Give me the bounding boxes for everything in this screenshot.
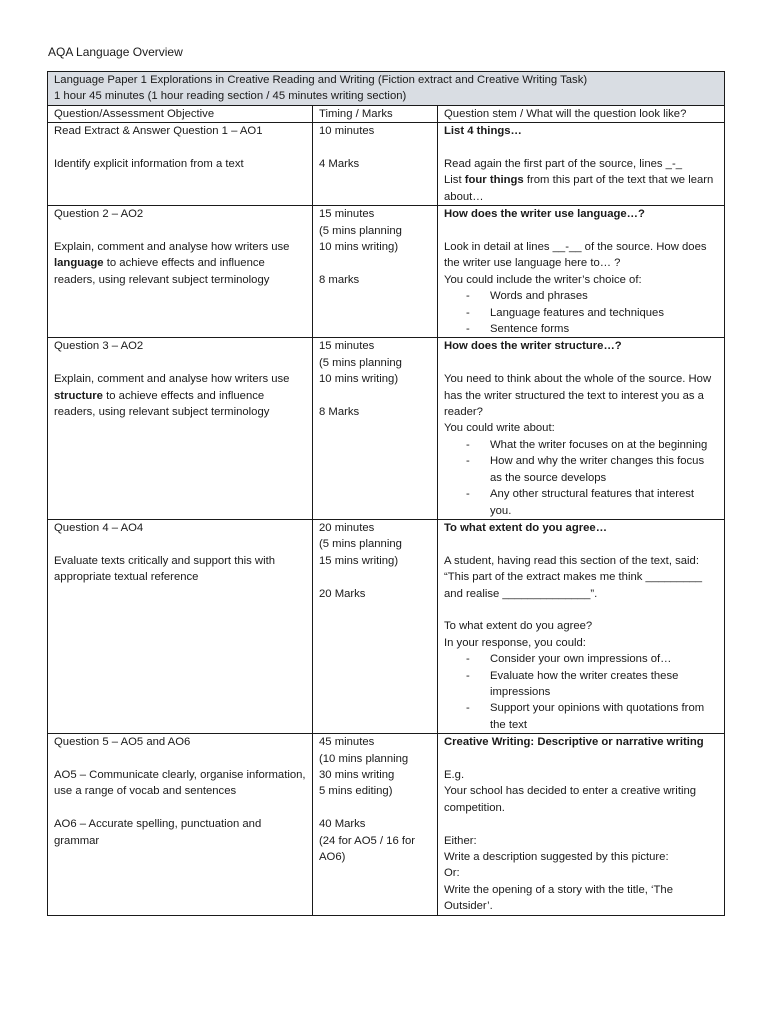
list-item: - Support your opinions with quotations from the text xyxy=(466,700,718,733)
document-title: AQA Language Overview xyxy=(48,45,183,59)
paper-title: Language Paper 1 Explorations in Creative Reading and Writing (Fiction extract and Creative Writing Task) xyxy=(54,74,588,86)
q5-writing: 30 mins writing xyxy=(319,768,395,781)
list-item: - Language features and techniques xyxy=(466,305,718,321)
q3-description: Explain, comment and analyse how writers use structure to achieve effects and influence readers, using relevant subject terminology xyxy=(54,373,290,419)
q3-stem-title: How does the writer structure…? xyxy=(444,340,622,353)
list-item: - Any other structural features that interest you. xyxy=(466,486,718,519)
question-3-row xyxy=(48,338,725,519)
q3-stem-text-b: You could write about: xyxy=(444,422,555,435)
q4-marks: 20 Marks xyxy=(319,587,366,600)
question-5-row xyxy=(48,734,725,915)
list-item: - Sentence forms xyxy=(466,321,718,337)
paper-banner xyxy=(48,72,725,106)
q3-stem xyxy=(438,338,725,519)
q3-bullet-list xyxy=(444,437,718,519)
q2-stem-text-a: Look in detail at lines __-__ of the source. How does the writer use language here to… ? xyxy=(444,241,707,270)
q1-marks: 4 Marks xyxy=(319,158,360,171)
q4-stem-text-c: In your response, you could: xyxy=(444,636,586,649)
q4-stem-text-b: To what extent do you agree? xyxy=(444,620,593,633)
q1-stem-text-b: List four things from this part of the text that we learn about… xyxy=(444,174,714,203)
q2-bullet-list xyxy=(444,288,718,337)
q5-either: Either: xyxy=(444,834,477,847)
q2-stem-title: How does the writer use language…? xyxy=(444,208,645,221)
header-stem: Question stem / What will the question look like? xyxy=(438,105,725,122)
q2-time: 15 minutes xyxy=(319,208,375,221)
list-item: - Evaluate how the writer creates these impressions xyxy=(466,668,718,701)
q4-objective xyxy=(48,519,313,733)
list-item: - What the writer focuses on at the beginning xyxy=(466,437,718,453)
q2-heading: Question 2 – AO2 xyxy=(54,208,144,221)
q2-objective xyxy=(48,206,313,338)
q3-writing: 10 mins writing) xyxy=(319,373,399,386)
q2-stem xyxy=(438,206,725,338)
q3-marks: 8 Marks xyxy=(319,406,360,419)
q5-marks-split: (24 for AO5 / 16 for AO6) xyxy=(319,834,416,863)
q5-option-1: Write a description suggested by this picture: xyxy=(444,850,669,863)
q5-eg: E.g. xyxy=(444,768,465,781)
q4-stem xyxy=(438,519,725,733)
q2-timing xyxy=(313,206,438,338)
q4-timing xyxy=(313,519,438,733)
q2-marks: 8 marks xyxy=(319,273,360,286)
q5-marks: 40 Marks xyxy=(319,818,366,831)
q5-time: 45 minutes xyxy=(319,736,375,749)
paper-duration: 1 hour 45 minutes (1 hour reading section / 45 minutes writing section) xyxy=(54,90,407,103)
overview-table xyxy=(47,71,725,916)
question-1-row xyxy=(48,123,725,206)
q2-description: Explain, comment and analyse how writers use language to achieve effects and influence readers, using relevant subject terminology xyxy=(54,241,290,286)
q4-stem-title: To what extent do you agree… xyxy=(444,521,607,534)
q5-heading: Question 5 – AO5 and AO6 xyxy=(54,736,191,749)
question-2-row xyxy=(48,206,725,338)
q1-stem xyxy=(438,123,725,206)
q4-planning: (5 mins planning xyxy=(319,538,402,551)
q3-time: 15 minutes xyxy=(319,340,375,353)
q5-ao6: AO6 – Accurate spelling, punctuation and grammar xyxy=(54,818,262,847)
q5-timing xyxy=(313,734,438,915)
q4-stem-text-a: A student, having read this section of the text, said: “This part of the extract makes me think _________ and realise ______________”. xyxy=(444,554,703,600)
list-item: - How and why the writer changes this focus as the source develops xyxy=(466,453,718,486)
q5-objective xyxy=(48,734,313,915)
q5-ao5: AO5 – Communicate clearly, organise information, use a range of vocab and sentences xyxy=(54,768,306,798)
q1-stem-title: List 4 things… xyxy=(444,125,522,138)
q4-heading: Question 4 – AO4 xyxy=(54,521,144,534)
q1-heading: Read Extract & Answer Question 1 – AO1 xyxy=(54,125,263,138)
q1-timing xyxy=(313,123,438,206)
q1-stem-text-a: Read again the first part of the source, lines _-_ xyxy=(444,158,682,171)
q5-editing: 5 mins editing) xyxy=(319,785,393,798)
q2-stem-text-b: You could include the writer’s choice of: xyxy=(444,273,642,286)
q1-time: 10 minutes xyxy=(319,125,375,138)
list-item: - Consider your own impressions of… xyxy=(466,651,718,667)
q1-objective xyxy=(48,123,313,206)
q2-planning: (5 mins planning xyxy=(319,224,402,237)
list-item: - Words and phrases xyxy=(466,288,718,304)
q3-objective xyxy=(48,338,313,519)
q3-heading: Question 3 – AO2 xyxy=(54,340,144,353)
q4-description: Evaluate texts critically and support this with appropriate textual reference xyxy=(54,554,276,584)
header-objective: Question/Assessment Objective xyxy=(48,105,313,122)
header-timing: Timing / Marks xyxy=(313,105,438,122)
q4-writing: 15 mins writing) xyxy=(319,554,399,567)
q3-stem-text-a: You need to think about the whole of the source. How has the writer structured the text to interest you as a reader? xyxy=(444,373,712,419)
q5-stem-text-a: Your school has decided to enter a creative writing competition. xyxy=(444,785,697,814)
q2-writing: 10 mins writing) xyxy=(319,241,399,254)
banner-row xyxy=(48,72,725,106)
q5-or: Or: xyxy=(444,867,460,880)
q3-planning: (5 mins planning xyxy=(319,356,402,369)
q5-stem xyxy=(438,734,725,915)
q1-description: Identify explicit information from a text xyxy=(54,158,244,171)
q4-bullet-list xyxy=(444,651,718,733)
question-4-row xyxy=(48,519,725,733)
header-row xyxy=(48,105,725,122)
q5-planning: (10 mins planning xyxy=(319,752,409,765)
q4-time: 20 minutes xyxy=(319,521,375,534)
q3-timing xyxy=(313,338,438,519)
q5-option-2: Write the opening of a story with the title, ‘The Outsider’. xyxy=(444,883,673,913)
q5-stem-title: Creative Writing: Descriptive or narrative writing xyxy=(444,736,704,749)
